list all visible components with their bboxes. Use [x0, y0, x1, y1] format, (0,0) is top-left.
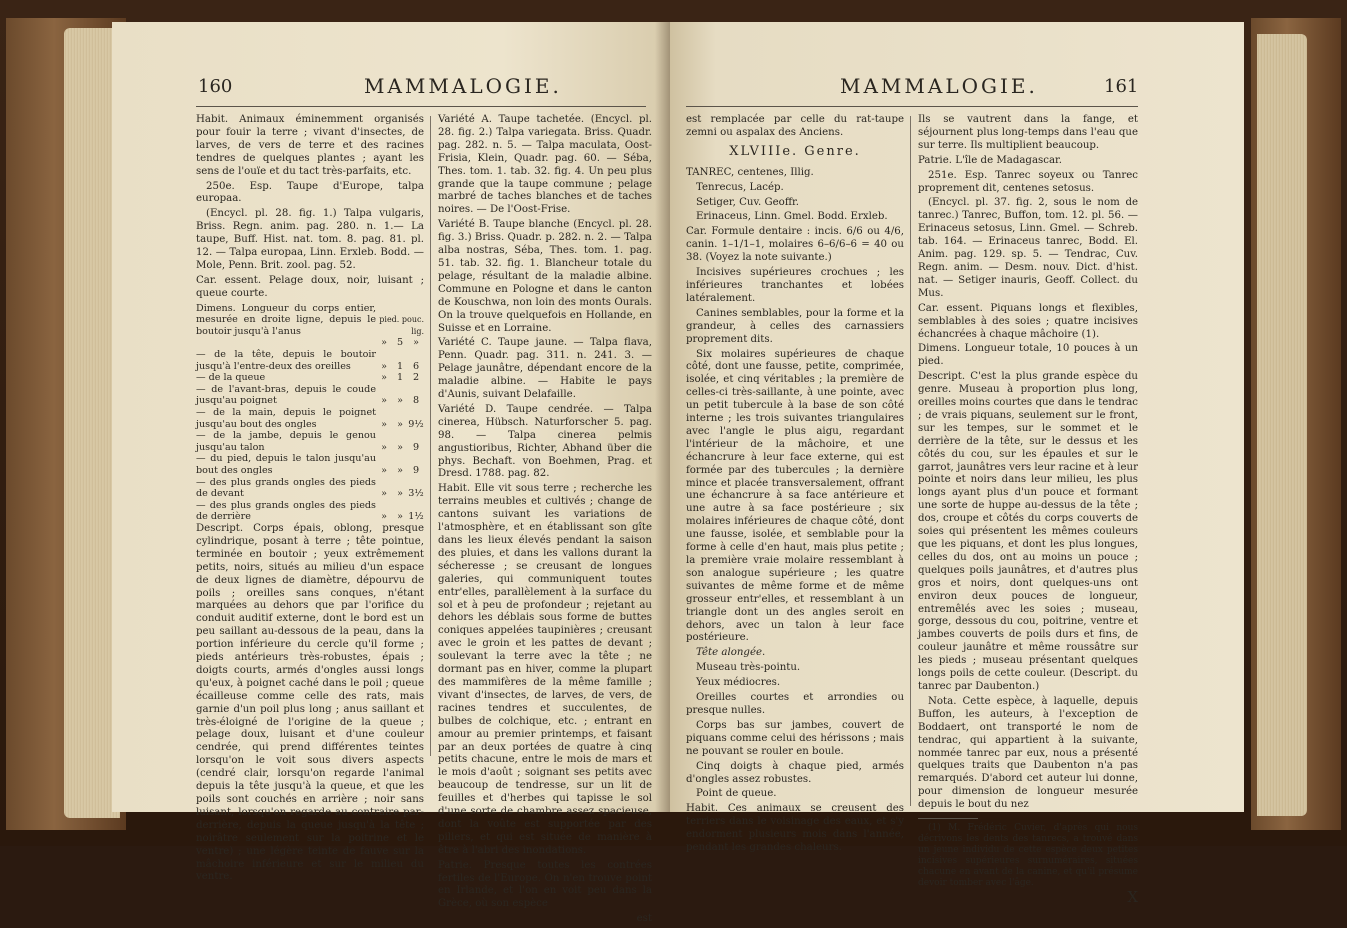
dimensions-intro: Dimens. Longueur du corps entier, mesurée en droite ligne, depuis le boutoir jusqu'à l'anus — [196, 302, 376, 337]
genus-synonym: Erinaceus, Linn. Gmel. Bodd. Erxleb. — [696, 211, 888, 223]
variety-c: Variété C. Taupe jaune. — Talpa flava, Penn. Quadr. pag. 311. n. 241. 3. — Pelage jaunâtre, dépendant encore de la maladie albine. — Habite le pays d'Aunis, suivant Delafaille. — [438, 337, 652, 401]
patrie-paragraph: Patrie. Presque toutes les contrées fertiles de l'Europe. On n'en trouve point en Irlande, et l'on en voit peu dans la Grèce, où son espèce — [438, 859, 652, 910]
genus-character: Museau très-pointu. — [696, 662, 801, 674]
species-heading: 251e. Esp. Tanrec soyeux ou Tanrec proprement dit, centenes setosus. — [918, 169, 1138, 194]
genus-character: Oreilles courtes et arrondies ou presque nulles. — [686, 692, 904, 716]
footnote: (1) M. Frédéric Cuvier, d'après qui nous décrivons les dents des tanrecs, a trouvé dans un jeune individu de cette espèce deux petites incisives supérieures surnuméraires, situées chacune en avant de la canine, et qu'il présume devoir tomber avec l'âge. — [918, 823, 1138, 889]
genus-character: Corps bas sur jambes, couvert de piquans comme celui des hérissons ; mais ne pouvant se rouler en boule. — [686, 719, 904, 757]
species-synonymy: (Encycl. pl. 37. fig. 2, sous le nom de tanrec.) Tanrec, Buffon, tom. 12. pl. 56. — Erinaceus setosus, Linn. Gmel. — Schreb. tab. 164. — Erinaceus tanrec, Bodd. El. Anim. pag. 129. sp. 5. — Tendrac, Cuv. Regn. anim. — Desm. nouv. Dict. d'hist. nat. — Setiger inauris, Geoff. Collect. du Mus. — [918, 197, 1138, 299]
left-page — [112, 22, 670, 925]
page-number: 160 — [198, 76, 233, 97]
running-head: MAMMALOGIE. — [364, 74, 562, 98]
variety-d: Variété D. Taupe cendrée. — Talpa cinerea, Hübsch. Naturforscher 5. pag. 98. — Talpa cinerea pelmis angustioribus, Richter, Abhand über die phys. Bechaft. von Boehmen, Prag. et Dresd. 1788. pag. 82. — [438, 403, 652, 480]
left-column-2 — [438, 114, 652, 928]
signature-mark: X — [1127, 888, 1138, 907]
footnote-rule — [918, 818, 978, 819]
table-row: — de la jambe, depuis le genou jusqu'au talon » » 9 — [196, 430, 420, 453]
habit-paragraph: Habit. Animaux éminemment organisés pour fouir la terre ; vivant d'insectes, de larves, de vers de terre et des racines tendres de quelques plantes ; ayant les sens de l'ouïe et du tact très-parfaits, etc. — [196, 114, 424, 177]
continuation-text: est remplacée par celle du rat-taupe zemni ou aspalax des Anciens. — [686, 114, 904, 138]
head-rule — [686, 106, 1138, 107]
page-number: 161 — [1104, 76, 1139, 97]
description-paragraph: Descript. C'est la plus grande espèce du genre. Museau à proportion plus long, oreilles moins courtes que dans le tendrac ; de vrais piquans, seulement sur le front, sur les tempes, sur le sommet et le derrière de la tête, sur le dessus et les côtés du cou, sur les épaules et sur le garrot, jaunâtres vers leur racine et à leur pointe et noirs dans leur milieu, les plus longs ayant plus d'un pouce et formant une sorte de huppe au-dessus de la tête ; dos, croupe et côtés du corps couverts de soies qui présentent les mêmes couleurs que les piquans, et dont les plus longues, celles du dos, ont au moins un pouce ; quelques poils jaunâtres, et d'autres plus gros et noirs, dont quelques-uns ont environ deux pouces de longueur, entremêlés avec les soies ; museau, gorge, dessous du cou, poitrine, ventre et jambes couverts de poils durs et fins, de couleur jaunâtre et même roussâtre sur les pieds ; museau présentant quelques longs poils de cette couleur. (Descript. du tanrec par Daubenton.) — [918, 371, 1138, 692]
species-heading: 250e. Esp. Taupe d'Europe, talpa europaa. — [196, 180, 424, 205]
genus-character: Cinq doigts à chaque pied, armés d'ongles assez robustes. — [686, 760, 904, 785]
right-column-1 — [686, 114, 904, 857]
habit-continuation: Ils se vautrent dans la fange, et séjournent plus long-temps dans l'eau que sur terre. Ils multiplient beaucoup. — [918, 114, 1138, 151]
running-head: MAMMALOGIE. — [840, 74, 1038, 98]
genus-character: Point de queue. — [696, 788, 777, 800]
genus-character: Yeux médiocres. — [696, 677, 781, 689]
dimensions: Dimens. Longueur totale, 10 pouces à un pied. — [918, 343, 1138, 368]
nota-paragraph: Nota. Cette espèce, à laquelle, depuis Buffon, les auteurs, à l'exception de Boddaert, ont transporté le nom de tendrac, qui appartient à la suivante, nommée tanrec par eux, nous a présenté quelques traits que Daubenton n'a pas remarqués. D'abord cet auteur lui donne, pour dimension de longueur mesurée depuis le bout du nez — [918, 695, 1138, 811]
table-row: — des plus grands ongles des pieds de devant » » 3½ — [196, 476, 424, 500]
species-synonymy: (Encycl. pl. 28. fig. 1.) Talpa vulgaris, Briss. Regn. anim. pag. 280. n. 1.— La taupe, Buff. Hist. nat. tom. 8. pag. 81. pl. 12. — Talpa europaa, Linn. Erxleb. Bodd. — Mole, Penn. Brit. zool. pag. 52. — [196, 208, 424, 271]
genus-character: Incisives supérieures crochues ; les inférieures tranchantes et lobées latéralement. — [686, 267, 904, 304]
left-column-1 — [196, 114, 424, 886]
genus-synonym: Tenrecus, Lacép. — [696, 181, 784, 193]
genus-number-heading: XLVIIIe. Genre. — [729, 143, 861, 159]
genus-character: Canines semblables, pour la forme et la grandeur, à celles des carnassiers proprement dits. — [686, 307, 904, 345]
column-divider — [910, 116, 911, 806]
dental-formula: Car. Formule dentaire : incis. 6/6 ou 4/6, canin. 1–1/1–1, molaires 6–6/6–6 = 40 ou 38. (Voyez la note suivante.) — [686, 226, 904, 264]
genus-character: Six molaires supérieures de chaque côté, dont une fausse, petite, comprimée, isolée, et cinq véritables ; la première de celles-ci très-saillante, à une pointe, avec un petit tubercule à la base de son côté interne ; les trois suivantes triangulaires avec l'angle le plus aigu, regardant l'intérieur de la mâchoire, et une échancrure à leur face externe, qui est formée par des tubercules ; la dernière mince et placée transversalement, offrant une échancrure à sa face antérieure et une autre à sa face postérieure ; six molaires inférieures de chaque côté, dont une fausse, isolée, et semblable pour la forme à celle d'en haut, mais plus petite ; la première vraie molaire ressemblant à son analogue supérieure ; les quatre suivantes de même forme et de même grosseur entr'elles, et ressemblant à un triangle dont un des angles seroit en dehors, avec un talon à leur face postérieure. — [686, 348, 904, 644]
dimensions-table: Dimens. Longueur du corps entier, mesurée en droite ligne, depuis le boutoir jusqu'à l'anus pied. pouc. lig. » 5 » — de la tête, depuis le boutoir jusqu'à l'entre-deux des oreilles » 1 6 — de la queue » 1 2 — de l'avant-bras, depuis le coude jusqu'au poignet » » 8 — de la main, depuis le poignet jusqu'au bout des ongles » » 9½ — de la jambe, depuis le genou jusqu'au talon » » 9 — du pied, depuis le talon jusqu'au bout des ongles » » 9 — des plus grands ongles des pieds de devant » » 3½ — des plus grands ongles des pieds de derrière » » 1½ — [196, 302, 424, 523]
right-column-2 — [918, 114, 1138, 906]
genus-character: Tête alongée. — [696, 647, 766, 659]
patrie-paragraph: Patrie. L'île de Madagascar. — [918, 154, 1063, 166]
column-divider — [430, 116, 431, 756]
page-edges-right — [1257, 34, 1307, 816]
table-row: — des plus grands ongles des pieds de derrière » » 1½ — [196, 499, 424, 523]
right-page — [670, 22, 1244, 907]
essential-character: Car. essent. Pelage doux, noir, luisant ; queue courte. — [196, 274, 424, 299]
table-row: — du pied, depuis le talon jusqu'au bout des ongles » » 9 — [196, 453, 420, 476]
variety-a: Variété A. Taupe tachetée. (Encycl. pl. 28. fig. 2.) Talpa variegata. Briss. Quadr. pag. 282. n. 5. — Talpa maculata, Oost-Frisia, Klein, Quadr. pag. 60. — Séba, Thes. tom. 1. tab. 32. fig. 4. Un peu plus grande que la taupe commune ; pelage marbré de taches blanches et de taches noires. — De l'Oost-Frise. — [438, 114, 652, 216]
habit-paragraph: Habit. Ces animaux se creusent des terriers dans le voisinage des eaux, et s'y endorment plusieurs mois dans l'année, pendant les grandes chaleurs. — [686, 803, 904, 854]
genus-synonym: Setiger, Cuv. Geoffr. — [696, 196, 800, 208]
head-rule — [196, 106, 646, 107]
table-row: — de la queue » 1 2 — [196, 372, 420, 384]
catchword: est — [636, 913, 652, 925]
essential-character: Car. essent. Piquans longs et flexibles, semblables à des soies ; quatre incisives échancrées à chaque mâchoire (1). — [918, 302, 1138, 340]
dimensions-header: pied. pouc. lig. — [379, 315, 424, 336]
description-paragraph: Descript. Corps épais, oblong, presque cylindrique, posant à terre ; tête pointue, terminée en boutoir ; yeux extrêmement petits, noirs, situés au milieu d'un espace de deux lignes de diamètre, dépourvu de poils ; oreilles sans conques, n'étant marquées au dehors que par l'orifice du conduit auditif externe, dont le bord est un peu saillant au-dessous de la peau, dans la portion inférieure du cercle qu'il forme ; pieds antérieurs très-robustes, épais ; doigts courts, armés d'ongles aussi longs qu'eux, à poignet caché dans le poil ; queue écailleuse comme celle des rats, mais garnie d'un poil plus long ; anus saillant et très-éloigné de l'origine de la queue ; pelage doux, luisant et d'une couleur cendrée, qui prend différentes teintes lorsqu'on le voit sous divers aspects (cendré clair, lorsqu'on regarde l'animal depuis la tête jusqu'à la queue, et que les poils sont couchés en arrière ; noir sans luisant, lorsqu'on regarde au contraire par-derrière, depuis la queue jusqu'à la tête ; noirâtre seulement sur la poitrine et le ventre) ; une légère teinte de fauve sur la mâchoire inférieure et sur le milieu du ventre. — [196, 522, 424, 883]
table-row: — de la tête, depuis le boutoir jusqu'à l'entre-deux des oreilles » 1 6 — [196, 349, 420, 372]
table-row: — de la main, depuis le poignet jusqu'au bout des ongles » » 9½ — [196, 407, 424, 430]
habit-paragraph: Habit. Elle vit sous terre ; recherche les terrains meubles et cultivés ; change de cantons suivant les variations de l'atmosphère, et en établissant son gîte dans les lieux élevés pendant la saison des pluies, et dans les vallons durant la sécheresse ; se creusant de longues galeries, qui communiquent toutes entr'elles, parallèlement à la surface du sol et à peu de profondeur ; rejetant au dehors les déblais sous forme de buttes coniques appelées taupinières ; creusant avec le groin et les pattes de devant ; soulevant la terre avec la tête ; ne dormant pas en hiver, comme la plupart des mammifères de la même famille ; vivant d'insectes, de larves, de vers, de racines tendres et succulentes, de bulbes de colchique, etc. ; entrant en amour au premier printemps, et faisant par an deux portées de quatre à cinq petits chacune, entre le mois de mars et le mois d'août ; soignant ses petits avec beaucoup de tendresse, sur un lit de feuilles et d'herbes qui tapisse le sol d'une sorte de chambre assez spacieuse, dont la voûte est supportée par des piliers, et qui est située de manière à être à l'abri des inondations. — [438, 483, 652, 856]
variety-b: Variété B. Taupe blanche (Encycl. pl. 28. fig. 3.) Briss. Quadr. p. 282. n. 2. — Talpa alba nostras, Séba, Thes. tom. 1. pag. 51. tab. 32. fig. 1. Blancheur totale du pelage, résultant de la maladie albine. Commune en Pologne et dans le canton de Kouschwa, non loin des monts Ourals. On la trouve quelquefois en Hollande, en Suisse et en Lorraine. — [438, 219, 652, 334]
table-row: — de l'avant-bras, depuis le coude jusqu'au poignet » » 8 — [196, 383, 420, 407]
genus-name: TANREC, centenes, Illig. — [686, 166, 814, 178]
